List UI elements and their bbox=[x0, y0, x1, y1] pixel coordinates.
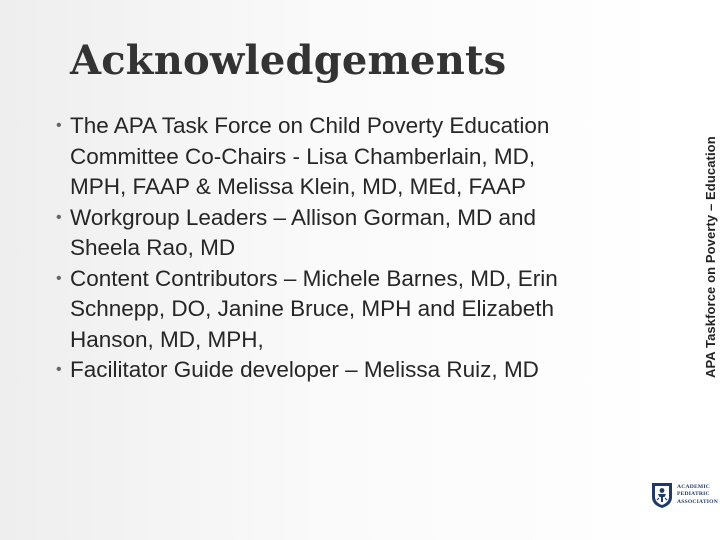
list-item bbox=[56, 111, 636, 203]
bullet-icon: • bbox=[56, 361, 62, 378]
bullet-icon: • bbox=[56, 208, 62, 226]
bullet-line: Committee Co-Chairs - Lisa Chamberlain, MD, bbox=[70, 143, 536, 169]
logo-wordmark bbox=[677, 484, 718, 506]
bullet-line: MPH, FAAP & Melissa Klein, MD, MEd, FAAP bbox=[70, 174, 526, 199]
list-item bbox=[56, 203, 636, 264]
logo-line: PEDIATRIC bbox=[677, 491, 710, 498]
bullet-line: Hanson, MD, MPH, bbox=[70, 326, 264, 352]
apa-logo bbox=[650, 478, 716, 512]
bullet-icon: • bbox=[56, 117, 62, 134]
bullet-line: Content Contributors – Michele Barnes, MD, Erin bbox=[70, 265, 558, 291]
logo-line: ASSOCIATION bbox=[677, 498, 718, 505]
acknowledgement-list bbox=[56, 111, 636, 386]
bullet-line: Schnepp, DO, Janine Bruce, MPH and Elizabeth bbox=[70, 296, 555, 321]
list-item bbox=[56, 355, 636, 386]
bullet-line: Sheela Rao, MD bbox=[70, 235, 236, 260]
side-caption: APA Taskforce on Poverty – Education bbox=[703, 136, 718, 378]
logo-line: ACADEMIC bbox=[677, 483, 710, 490]
academic-pediatric-association-logo-icon bbox=[650, 481, 674, 509]
bullet-icon: • bbox=[56, 269, 62, 287]
list-item bbox=[56, 264, 636, 356]
bullet-line: Facilitator Guide developer – Melissa Ruiz, MD bbox=[70, 357, 539, 382]
slide-title: Acknowledgements bbox=[70, 37, 507, 84]
bullet-line: The APA Task Force on Child Poverty Education bbox=[70, 113, 550, 138]
bullet-line: Workgroup Leaders – Allison Gorman, MD and bbox=[70, 204, 537, 230]
